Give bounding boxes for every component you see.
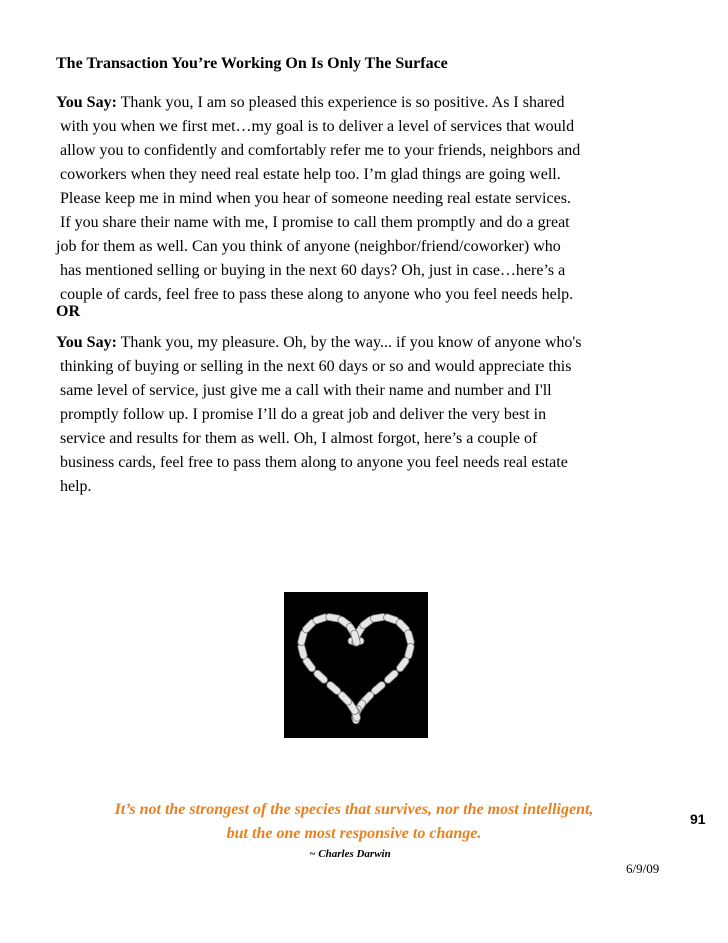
paragraph-line: service and results for them as well. Oh, I almost forgot, here’s a couple of [60, 430, 538, 447]
paragraph-text: Thank you, I am so pleased this experience is so positive. As I shared [116, 94, 565, 111]
you-say-label: You Say: [56, 334, 117, 351]
paragraph-line: same level of service, just give me a call with their name and number and I'll [60, 382, 552, 399]
paragraph-line: promptly follow up. I promise I’ll do a great job and deliver the very best in [60, 406, 547, 423]
page-number: 91 [690, 811, 706, 827]
script-paragraph-1 [56, 91, 676, 307]
or-divider-label: OR [56, 303, 80, 320]
you-say-label: You Say: [56, 94, 117, 111]
paragraph-line: job for them as well. Can you think of anyone (neighbor/friend/coworker) who [56, 238, 561, 255]
paragraph-line: business cards, feel free to pass them along to anyone you feel needs real estate [60, 454, 568, 471]
paragraph-text: Thank you, my pleasure. Oh, by the way... if you know of anyone who's [116, 334, 582, 351]
paragraph-line: thinking of buying or selling in the next 60 days or so and would appreciate this [60, 358, 572, 375]
paragraph-line: couple of cards, feel free to pass these along to anyone who you feel needs help. [60, 286, 574, 303]
quote-attribution: ~ Charles Darwin [309, 848, 391, 860]
quote-line: but the one most responsive to change. [226, 825, 482, 842]
script-paragraph-2 [56, 331, 676, 499]
page-date: 6/9/09 [626, 861, 660, 876]
quote-line: It’s not the strongest of the species that survives, nor the most intelligent, [114, 801, 594, 818]
pill-mark [383, 669, 400, 685]
paragraph-line: If you share their name with me, I promise to call them promptly and do a great [60, 214, 570, 231]
paragraph-line: with you when we first met…my goal is to deliver a level of services that would [60, 118, 575, 135]
paragraph-line: coworkers when they need real estate help too. I’m glad things are going well. [60, 166, 561, 183]
heart-of-pills-icon [284, 592, 428, 738]
paragraph-line: has mentioned selling or buying in the next 60 days? Oh, just in case…here’s a [60, 262, 566, 279]
paragraph-line: allow you to confidently and comfortably refer me to your friends, neighbors and [60, 142, 581, 159]
heart-image [284, 592, 428, 738]
section-heading: The Transaction You’re Working On Is Only The Surface [56, 55, 448, 72]
darwin-quote [60, 798, 648, 846]
paragraph-line [56, 91, 676, 115]
paragraph-line [56, 331, 676, 355]
paragraph-line: help. [60, 478, 92, 495]
paragraph-line: Please keep me in mind when you hear of someone needing real estate services. [60, 190, 571, 207]
pill-mark [325, 680, 342, 696]
pill-mark [312, 669, 329, 685]
pill-mark [395, 656, 410, 673]
